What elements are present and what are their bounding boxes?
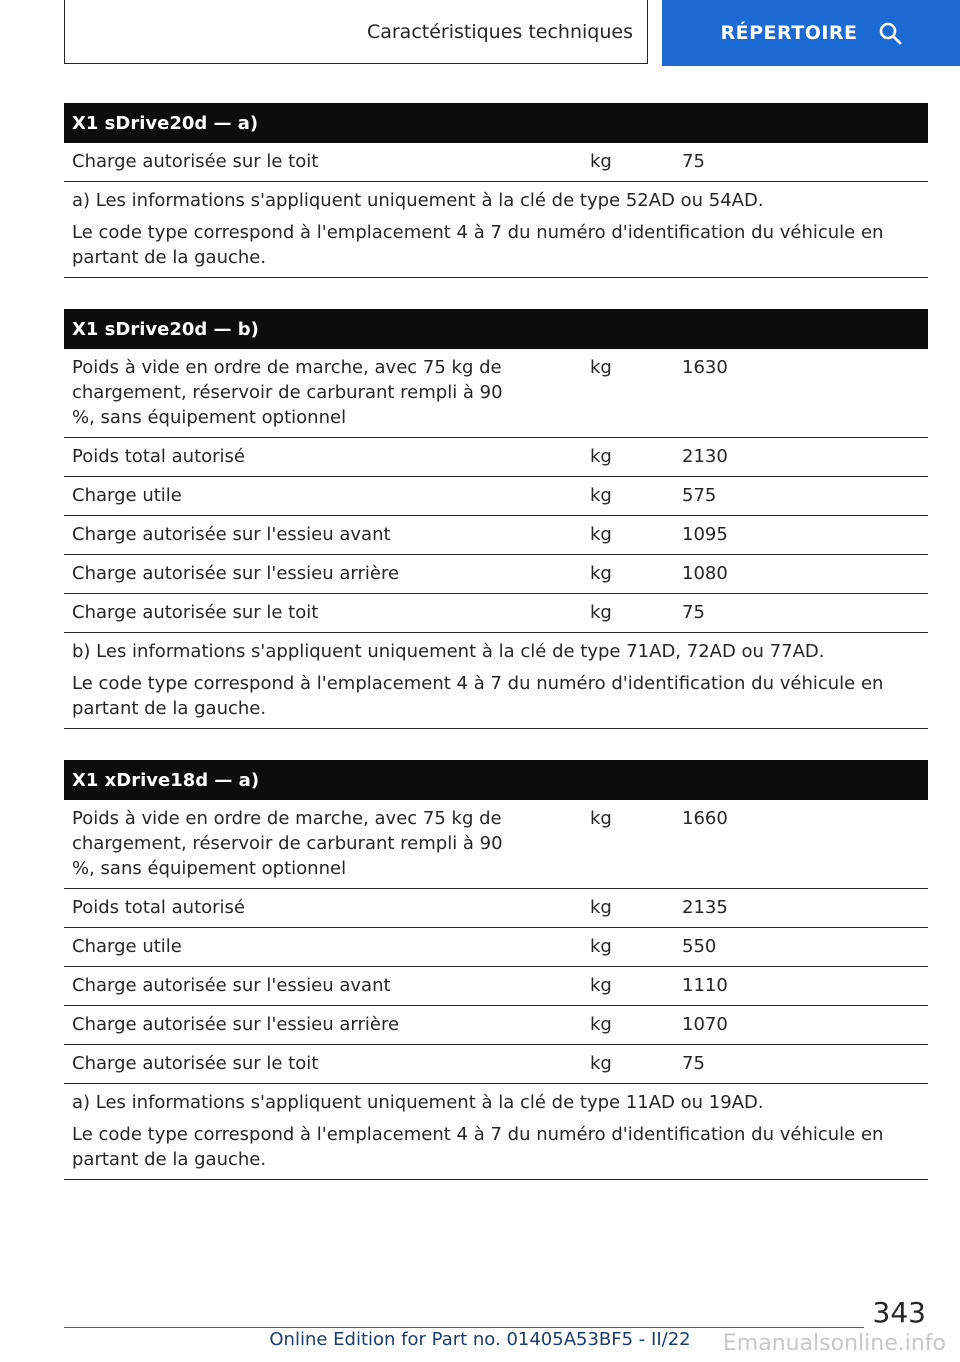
table-footnote xyxy=(64,633,928,729)
row-value: 75 xyxy=(682,1053,705,1074)
row-unit: kg xyxy=(590,808,612,829)
row-label: Charge autorisée sur l'essieu avant xyxy=(72,524,391,545)
row-label: Poids à vide en ordre de marche, avec 75 kg de chargement, réservoir de carburant rempli à 90 %, sans équipement optionnel xyxy=(72,357,503,428)
row-label: Charge autorisée sur le toit xyxy=(72,1053,319,1074)
page-header xyxy=(0,0,960,66)
spec-table xyxy=(64,760,928,1180)
row-unit: kg xyxy=(590,485,612,506)
table-row xyxy=(64,1045,928,1084)
row-unit: kg xyxy=(590,151,612,172)
section-title-tab[interactable] xyxy=(64,0,648,64)
row-unit: kg xyxy=(590,446,612,467)
row-unit: kg xyxy=(590,897,612,918)
row-unit: kg xyxy=(590,1014,612,1035)
table-row xyxy=(64,1006,928,1045)
row-value: 2135 xyxy=(682,897,728,918)
row-value: 1095 xyxy=(682,524,728,545)
row-unit: kg xyxy=(590,357,612,378)
page-number: 343 xyxy=(872,1296,926,1329)
table-title: X1 xDrive18d — a) xyxy=(64,760,928,800)
row-value: 75 xyxy=(682,151,705,172)
row-label: Poids à vide en ordre de marche, avec 75 kg de chargement, réservoir de carburant rempli à 90 %, sans équipement optionnel xyxy=(72,808,503,879)
row-value: 1080 xyxy=(682,563,728,584)
footnote-text: a) Les informations s'appliquent uniquement à la clé de type 52AD ou 54AD. xyxy=(72,190,764,211)
row-value: 75 xyxy=(682,602,705,623)
row-value: 1070 xyxy=(682,1014,728,1035)
edition-text: Online Edition for Part no. 01405A53BF5 - II/22 xyxy=(269,1329,691,1350)
spec-table xyxy=(64,309,928,729)
table-row xyxy=(64,516,928,555)
table-footnote xyxy=(64,182,928,278)
row-label: Charge autorisée sur l'essieu avant xyxy=(72,975,391,996)
table-row xyxy=(64,800,928,889)
table-row xyxy=(64,555,928,594)
footnote-text: a) Les informations s'appliquent uniquement à la clé de type 11AD ou 19AD. xyxy=(72,1092,764,1113)
watermark: Emanualsonline.info xyxy=(722,1331,946,1356)
row-label: Charge autorisée sur l'essieu arrière xyxy=(72,1014,400,1035)
index-label: RÉPERTOIRE xyxy=(720,22,858,44)
table-row xyxy=(64,594,928,633)
row-label: Charge autorisée sur le toit xyxy=(72,151,319,172)
row-label: Charge autorisée sur l'essieu arrière xyxy=(72,563,400,584)
table-row xyxy=(64,967,928,1006)
table-row xyxy=(64,477,928,516)
footer-divider xyxy=(64,1327,864,1328)
table-title: X1 sDrive20d — a) xyxy=(64,103,928,143)
table-row xyxy=(64,889,928,928)
row-unit: kg xyxy=(590,563,612,584)
footnote-text: b) Les informations s'appliquent uniquement à la clé de type 71AD, 72AD ou 77AD. xyxy=(72,641,825,662)
table-row xyxy=(64,143,928,182)
spec-tables xyxy=(64,103,928,1211)
search-icon xyxy=(878,21,902,45)
row-unit: kg xyxy=(590,602,612,623)
row-value: 1110 xyxy=(682,975,728,996)
row-label: Charge autorisée sur le toit xyxy=(72,602,319,623)
row-value: 2130 xyxy=(682,446,728,467)
row-value: 575 xyxy=(682,485,717,506)
row-label: Poids total autorisé xyxy=(72,446,245,467)
index-button[interactable] xyxy=(662,0,960,66)
table-row xyxy=(64,928,928,967)
table-footnote xyxy=(64,1084,928,1180)
row-label: Charge utile xyxy=(72,936,182,957)
table-title: X1 sDrive20d — b) xyxy=(64,309,928,349)
footnote-text: Le code type correspond à l'emplacement 4 à 7 du numéro d'identification du véhicule en partant de la gauche. xyxy=(72,222,884,268)
section-title: Caractéristiques techniques xyxy=(366,20,633,43)
row-unit: kg xyxy=(590,524,612,545)
spec-table xyxy=(64,103,928,278)
row-unit: kg xyxy=(590,936,612,957)
row-value: 1660 xyxy=(682,808,728,829)
table-row xyxy=(64,349,928,438)
row-label: Poids total autorisé xyxy=(72,897,245,918)
footnote-text: Le code type correspond à l'emplacement 4 à 7 du numéro d'identification du véhicule en partant de la gauche. xyxy=(72,1124,884,1170)
table-row xyxy=(64,438,928,477)
row-value: 550 xyxy=(682,936,717,957)
row-unit: kg xyxy=(590,975,612,996)
footnote-text: Le code type correspond à l'emplacement 4 à 7 du numéro d'identification du véhicule en partant de la gauche. xyxy=(72,673,884,719)
row-label: Charge utile xyxy=(72,485,182,506)
row-value: 1630 xyxy=(682,357,728,378)
row-unit: kg xyxy=(590,1053,612,1074)
